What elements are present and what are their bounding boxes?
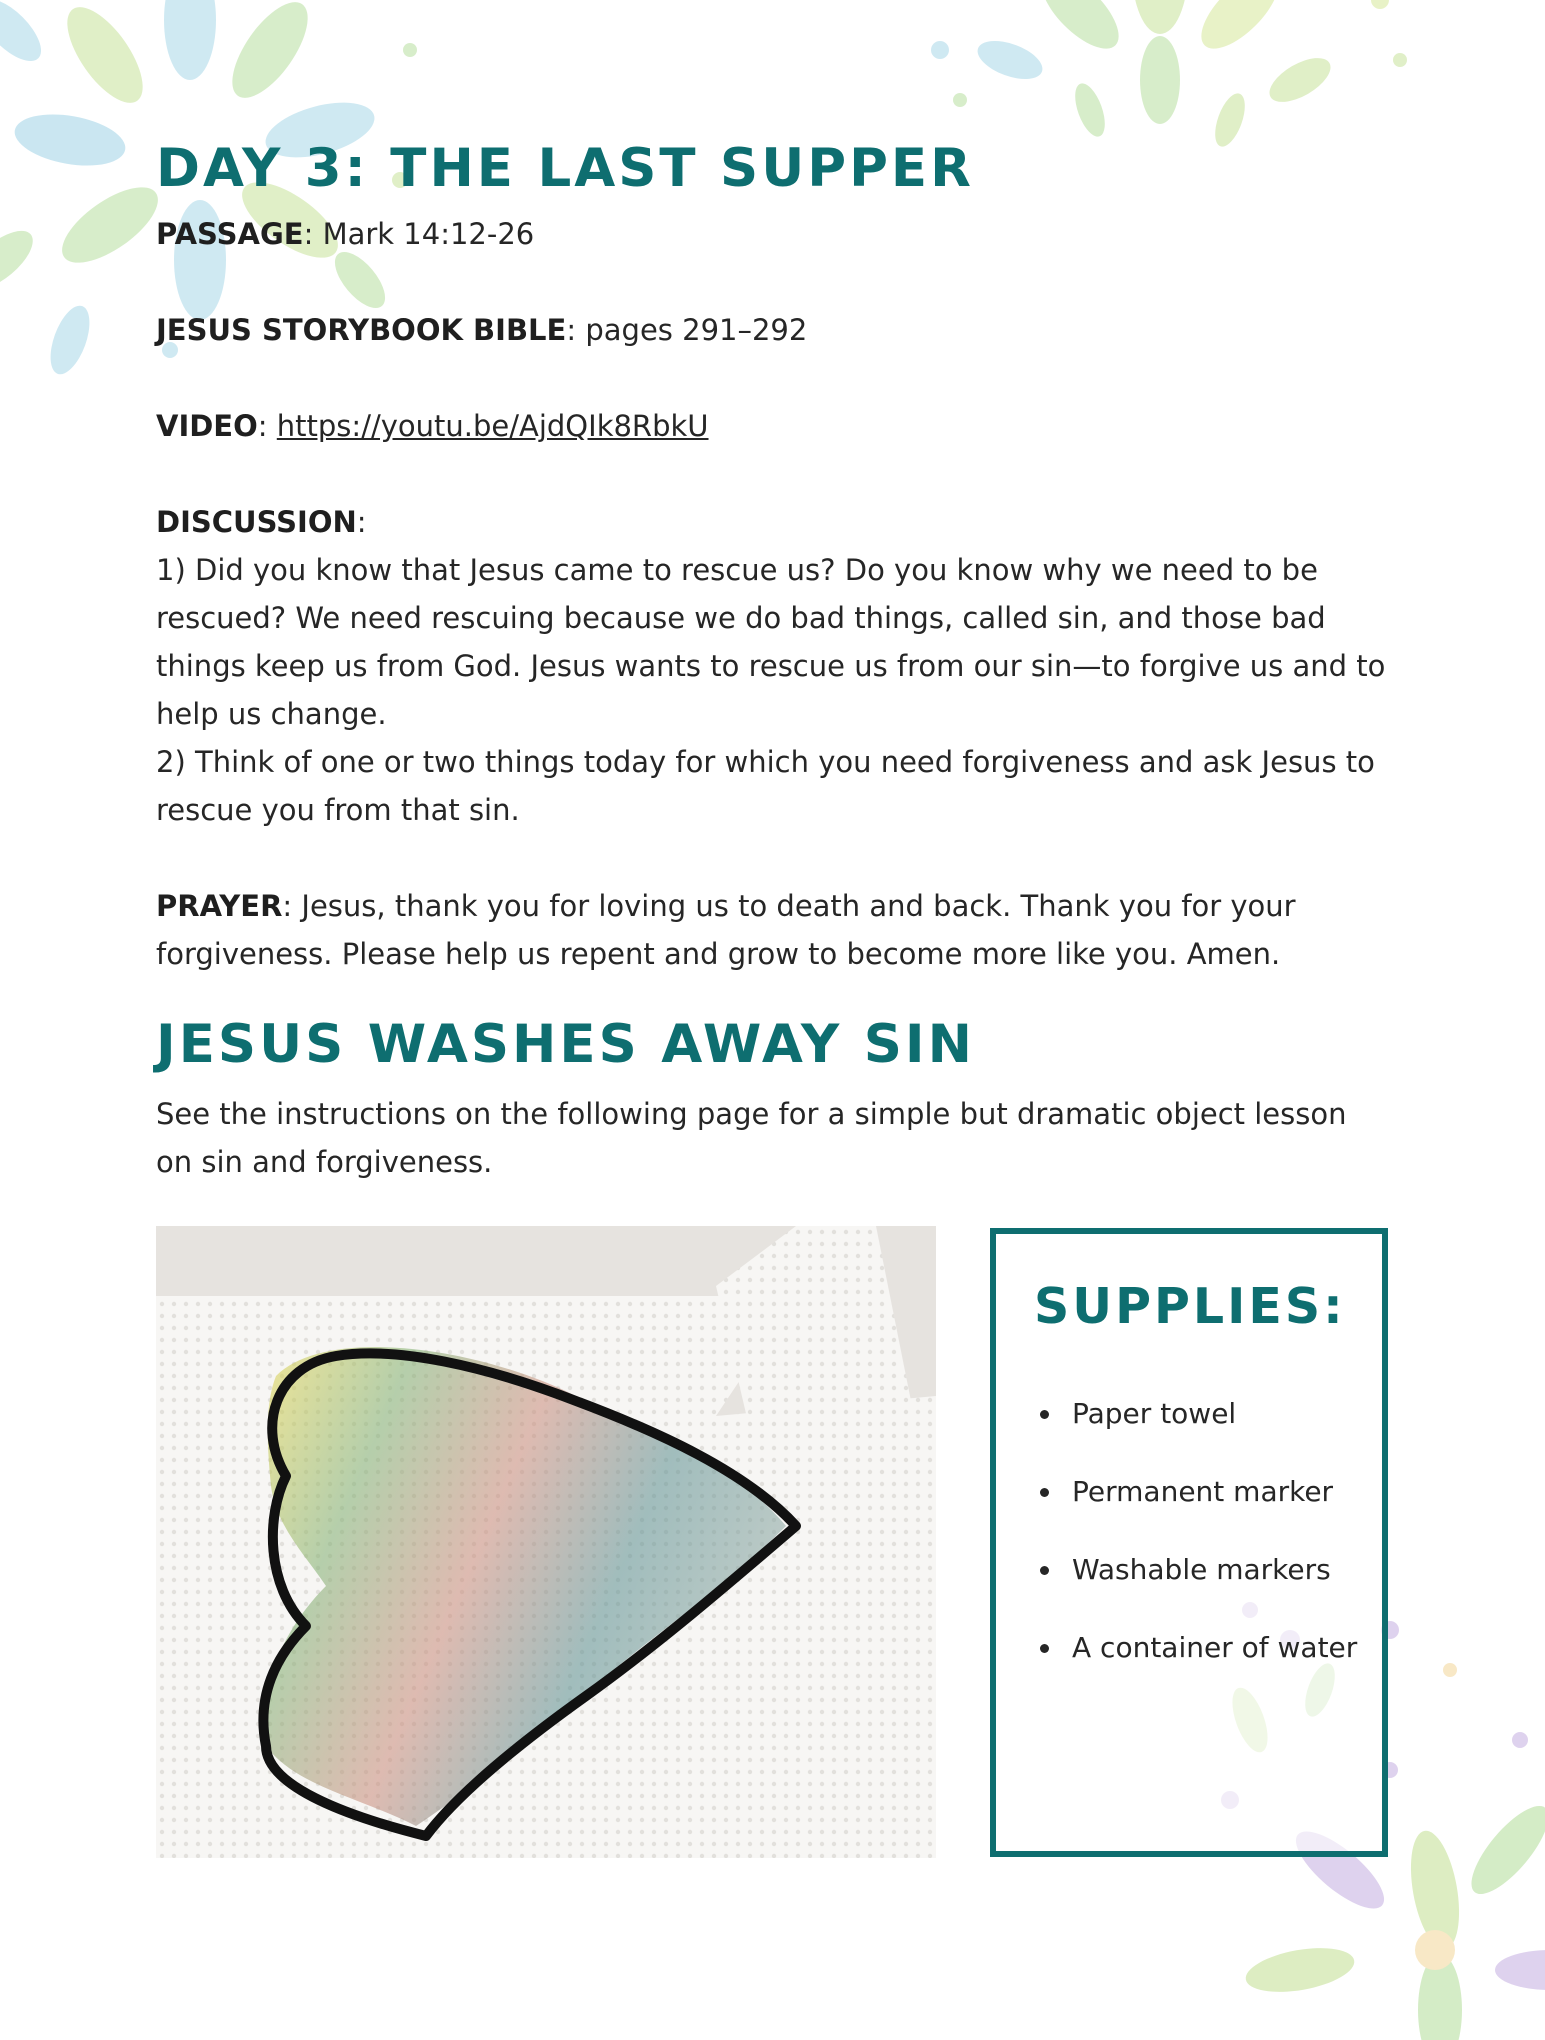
supplies-title: SUPPLIES: [1034,1278,1346,1335]
list-item [1036,1472,1366,1512]
supply-item: Permanent marker [1072,1475,1334,1508]
discussion-question-2: 2) Think of one or two things today for which you need forgiveness and ask Jesus to rescue you from that sin. [156,745,1375,827]
video-label: VIDEO [156,409,258,443]
bullet-icon [1040,1566,1049,1575]
passage-value: Mark 14:12-26 [322,217,535,251]
list-item [1036,1394,1366,1434]
discussion-label: DISCUSSION [156,505,357,539]
prayer-label: PRAYER [156,889,283,923]
bullet-icon [1040,1488,1049,1497]
activity-title: JESUS WASHES AWAY SIN [156,1014,975,1075]
list-item [1036,1550,1366,1590]
list-item [1036,1628,1366,1668]
activity-description: See the instructions on the following page for a simple but dramatic object lesson on sin and forgiveness. [156,1097,1347,1179]
page-title: DAY 3: THE LAST SUPPER [156,138,974,199]
storybook-line: JESUS STORYBOOK BIBLE: pages 291–292 [156,313,808,347]
video-line: VIDEO: https://youtu.be/AjdQIk8RbkU [156,409,709,443]
supply-item: Washable markers [1072,1553,1331,1586]
supply-item: A container of water [1072,1631,1358,1664]
video-link[interactable]: https://youtu.be/AjdQIk8RbkU [276,409,709,443]
discussion-question-1: 1) Did you know that Jesus came to rescue us? Do you know why we need to be rescued? We need rescuing because we do bad things, called sin, and those bad things keep us from God. Jesus wants to rescue us from our sin—to forgive us and to help us change. [156,553,1386,731]
bullet-icon [1040,1644,1049,1653]
prayer-paragraph: PRAYER: Jesus, thank you for loving us to death and back. Thank you for your forgiveness. Please help us repent and grow to become more like you. Amen. [156,889,1296,971]
passage-line: PASSAGE: Mark 14:12-26 [156,217,535,251]
paper-towel-heart-illustration [156,1226,936,1858]
discussion-heading: DISCUSSION: [156,505,367,539]
supplies-list [1036,1394,1366,1706]
storybook-value: pages 291–292 [585,313,808,347]
passage-label: PASSAGE [156,217,304,251]
supplies-box [990,1228,1388,1857]
prayer-text: Jesus, thank you for loving us to death and back. Thank you for your forgiveness. Please help us repent and grow to become more like you. Amen. [156,889,1296,971]
supply-item: Paper towel [1072,1397,1237,1430]
storybook-label: JESUS STORYBOOK BIBLE [156,313,567,347]
paper-towel-heart-photo [156,1226,936,1858]
bullet-icon [1040,1410,1049,1419]
